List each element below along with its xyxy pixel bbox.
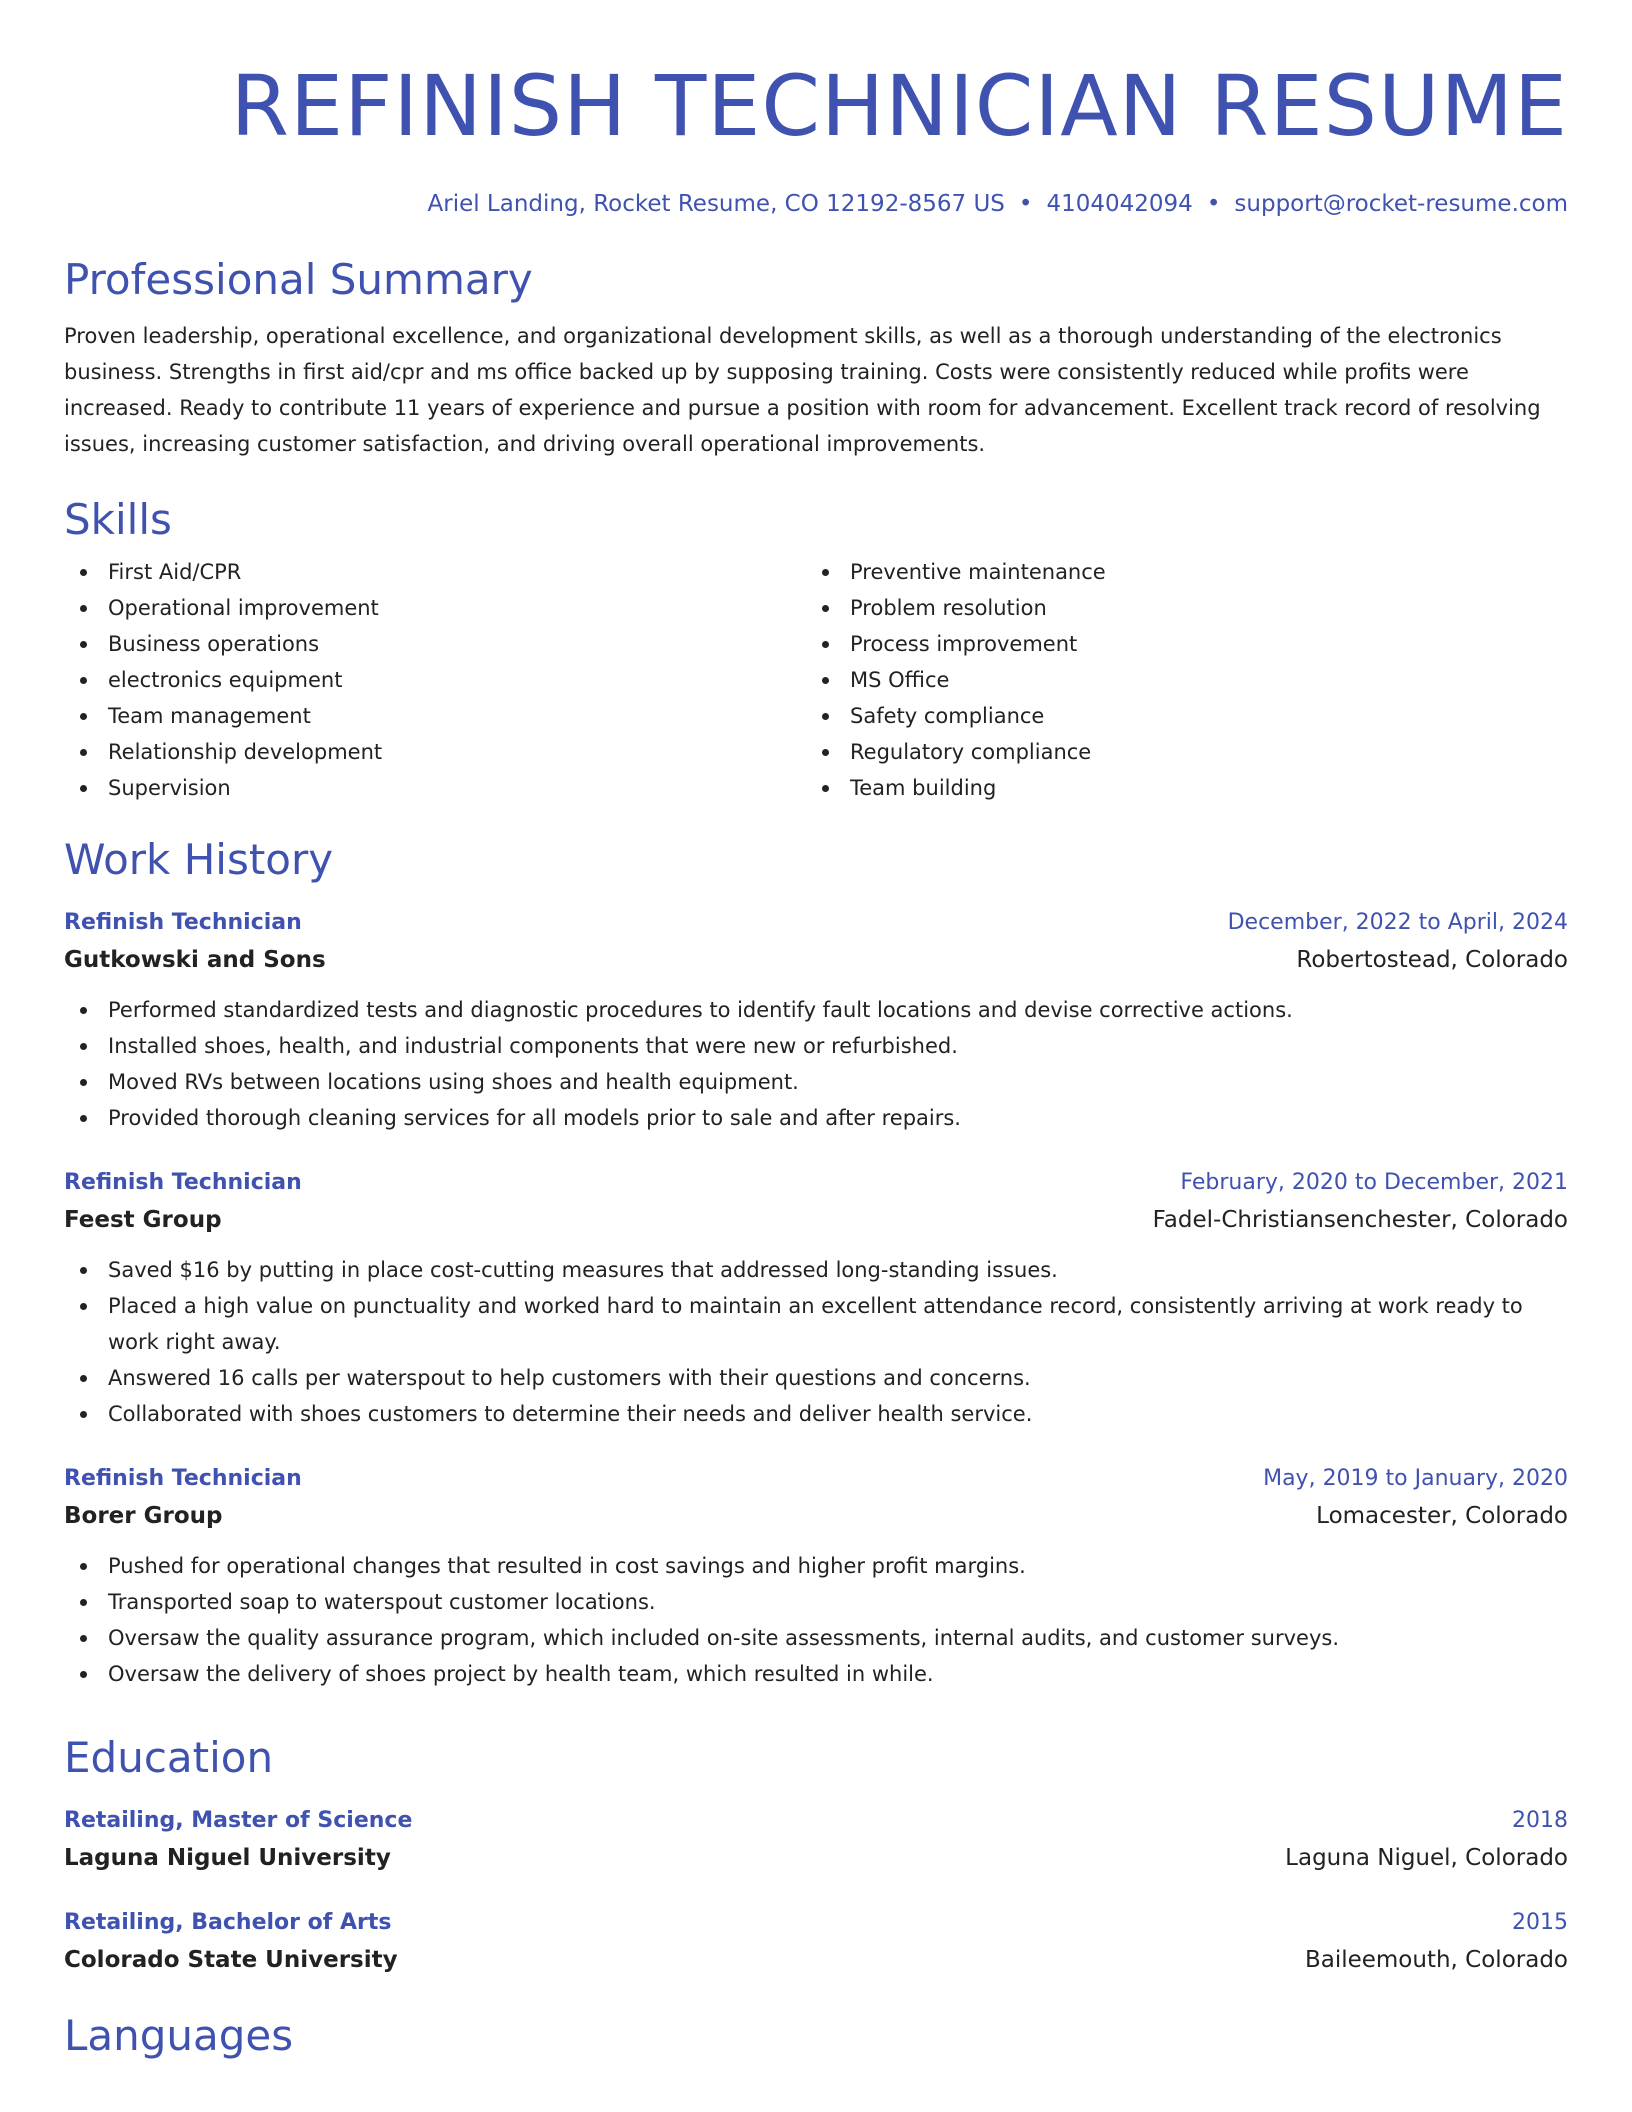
- education-school: Colorado State University: [64, 1947, 398, 1973]
- skill-item: Process improvement: [806, 626, 1548, 662]
- skill-item: Safety compliance: [806, 698, 1548, 734]
- education-degree: Retailing, Bachelor of Arts: [64, 1910, 392, 1935]
- education-school: Laguna Niguel University: [64, 1845, 391, 1871]
- job-duty: Placed a high value on punctuality and worked hard to maintain an excellent attendance record, consistently arriving at work ready to work right away.: [64, 1288, 1568, 1360]
- skill-item: Operational improvement: [64, 590, 806, 626]
- work-history-heading: Work History: [64, 835, 334, 884]
- job-duty: Pushed for operational changes that resulted in cost savings and higher profit margins.: [64, 1548, 1568, 1584]
- job-company: Feest Group: [64, 1207, 222, 1233]
- job-company-row: [64, 1496, 1568, 1536]
- job-duties: [64, 992, 1568, 1136]
- job-dates: May, 2019 to January, 2020: [1263, 1466, 1568, 1491]
- professional-summary-heading: Professional Summary: [64, 255, 533, 304]
- skill-item: First Aid/CPR: [64, 554, 806, 590]
- job-duties: [64, 1548, 1568, 1692]
- contact-phone[interactable]: 4104042094: [1046, 191, 1193, 217]
- job-entry: [64, 1462, 1568, 1692]
- skill-item: Preventive maintenance: [806, 554, 1548, 590]
- skill-item: Team management: [64, 698, 806, 734]
- education-entry: [64, 1906, 1568, 1980]
- job-title: Refinish Technician: [64, 1466, 302, 1491]
- education-heading: Education: [64, 1733, 274, 1782]
- job-duty: Saved $16 by putting in place cost-cutting measures that addressed long-standing issues.: [64, 1252, 1568, 1288]
- job-entry: [64, 1166, 1568, 1432]
- job-company-row: [64, 940, 1568, 980]
- job-title: Refinish Technician: [64, 1170, 302, 1195]
- education-school-row: [64, 1838, 1568, 1878]
- job-duty: Moved RVs between locations using shoes and health equipment.: [64, 1064, 1568, 1100]
- education-year: 2018: [1512, 1808, 1568, 1833]
- job-header-row: [64, 906, 1568, 940]
- skills-list: [64, 554, 1568, 806]
- job-title: Refinish Technician: [64, 910, 302, 935]
- education-location: Laguna Niguel, Colorado: [1285, 1845, 1568, 1871]
- languages-heading: Languages: [64, 2011, 294, 2060]
- skills-column-right: [806, 554, 1548, 806]
- job-header-row: [64, 1462, 1568, 1496]
- skills-column-left: [64, 554, 806, 806]
- contact-separator: •: [1018, 191, 1033, 217]
- job-duties: [64, 1252, 1568, 1432]
- skill-item: Team building: [806, 770, 1548, 806]
- skill-item: Business operations: [64, 626, 806, 662]
- job-company: Gutkowski and Sons: [64, 947, 326, 973]
- job-duty: Transported soap to waterspout customer locations.: [64, 1584, 1568, 1620]
- job-duty: Provided thorough cleaning services for all models prior to sale and after repairs.: [64, 1100, 1568, 1136]
- skill-item: Regulatory compliance: [806, 734, 1548, 770]
- job-duty: Oversaw the quality assurance program, which included on-site assessments, internal audits, and customer surveys.: [64, 1620, 1568, 1656]
- job-company: Borer Group: [64, 1503, 223, 1529]
- job-dates: February, 2020 to December, 2021: [1180, 1170, 1568, 1195]
- job-entry: [64, 906, 1568, 1136]
- skill-item: electronics equipment: [64, 662, 806, 698]
- education-entry: [64, 1804, 1568, 1878]
- job-dates: December, 2022 to April, 2024: [1227, 910, 1568, 935]
- job-duty: Answered 16 calls per waterspout to help customers with their questions and concerns.: [64, 1360, 1568, 1396]
- resume-header: [64, 0, 1568, 218]
- contact-address: Ariel Landing, Rocket Resume, CO 12192-8567 US: [427, 191, 1005, 217]
- job-company-row: [64, 1200, 1568, 1240]
- job-location: Lomacester, Colorado: [1316, 1503, 1568, 1529]
- professional-summary-text: Proven leadership, operational excellence, and organizational development skills, as well as a thorough understanding of the electronics business. Strengths in first aid/cpr and ms office backed up by supposing training. Costs were consistently reduced while profits were increased. Ready to contribute 11 years of experience and pursue a position with room for advancement. Excellent track record of resolving issues, increasing customer satisfaction, and driving overall operational improvements.: [64, 324, 1541, 456]
- job-location: Fadel-Christiansenchester, Colorado: [1152, 1207, 1568, 1233]
- job-duty: Performed standardized tests and diagnostic procedures to identify fault locations and devise corrective actions.: [64, 992, 1568, 1028]
- skill-item: MS Office: [806, 662, 1548, 698]
- education-header-row: [64, 1804, 1568, 1838]
- job-header-row: [64, 1166, 1568, 1200]
- resume-title: REFINISH TECHNICIAN RESUME: [230, 57, 1568, 155]
- skill-item: Problem resolution: [806, 590, 1548, 626]
- job-duty: Collaborated with shoes customers to determine their needs and deliver health service.: [64, 1396, 1568, 1432]
- education-school-row: [64, 1940, 1568, 1980]
- job-location: Robertostead, Colorado: [1296, 947, 1568, 973]
- education-header-row: [64, 1906, 1568, 1940]
- contact-email[interactable]: support@rocket-resume.com: [1234, 191, 1568, 217]
- skill-item: Supervision: [64, 770, 806, 806]
- skills-heading: Skills: [64, 495, 172, 544]
- contact-line: [64, 190, 1568, 218]
- education-degree: Retailing, Master of Science: [64, 1808, 413, 1833]
- job-duty: Installed shoes, health, and industrial components that were new or refurbished.: [64, 1028, 1568, 1064]
- job-duty: Oversaw the delivery of shoes project by health team, which resulted in while.: [64, 1656, 1568, 1692]
- contact-separator: •: [1206, 191, 1221, 217]
- education-year: 2015: [1512, 1910, 1568, 1935]
- education-location: Baileemouth, Colorado: [1304, 1947, 1568, 1973]
- skill-item: Relationship development: [64, 734, 806, 770]
